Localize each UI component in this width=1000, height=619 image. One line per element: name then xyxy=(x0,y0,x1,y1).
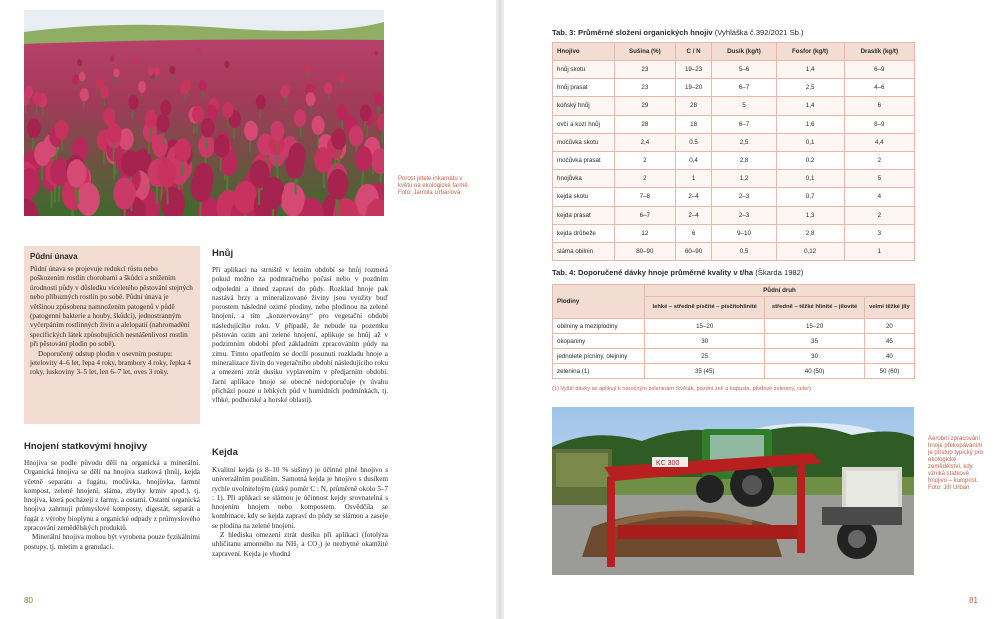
table-cell: 1,2 xyxy=(712,170,776,188)
clover-flower xyxy=(190,171,211,202)
page-number-right: 81 xyxy=(969,596,978,605)
paragraph: Hnojiva se podle původu dělí na organická a minerální. Organická hnojiva se dělí na hnojiva statková (hnůj, kejda včetně separátu a fugátu, močůvka, hnojůvka, farmní kompost, zelené hnojení, sláma, zbytky krmiv apod.), tj. hnojiva, která pocházejí z farmy, a ostatní. Ostatní organická hnojiva zahrnují průmyslové komposty, digestát, separát a fugát z výroby bioplynu a organické odpady z průmyslového zpracování zemědělských produktů. xyxy=(24,459,200,533)
table-cell: 2–4 xyxy=(675,206,712,224)
table-cell: hnojůvka xyxy=(553,170,615,188)
clover-flower xyxy=(113,68,119,77)
clover-flower xyxy=(145,110,157,128)
clover-flower xyxy=(110,55,114,61)
table-cell: 1,4 xyxy=(776,97,844,115)
table-header-row xyxy=(553,43,915,61)
table-cell: 30 xyxy=(645,334,765,349)
clover-flower xyxy=(152,134,168,157)
table-header-cell: středně – těžké hlinité – jílovité xyxy=(765,297,864,319)
table-cell: 30 xyxy=(765,349,864,364)
table-cell: 15–20 xyxy=(765,319,864,334)
table-cell: koňský hnůj xyxy=(553,97,615,115)
table-row xyxy=(553,97,915,115)
compost-turner-photo xyxy=(552,407,914,575)
clover-flower xyxy=(80,88,89,101)
table-header-cell: Fosfor (kg/t) xyxy=(776,43,844,61)
soil-fatigue-paragraph: Doporučený odstup plodin v osevním postupu: jetelovity 4–6 let, řepa 4 roky, brambory 4 roky, řepka 4 roky, luskoviny 3–5 let, len 6–7 let, oves 3 roky. xyxy=(30,349,191,377)
clover-flower xyxy=(55,120,69,140)
table-cell: 4 xyxy=(844,188,914,206)
table-cell: 45 xyxy=(864,334,914,349)
table-cell: 3 xyxy=(844,224,914,242)
clover-flower xyxy=(224,61,229,68)
table-cell: obilniny a meziplodiny xyxy=(553,319,645,334)
table-header-cell: velmi těžké jíly xyxy=(864,297,914,319)
table-cell: 6 xyxy=(844,97,914,115)
table-cell: kejda drůbeže xyxy=(553,224,615,242)
table-cell: hnůj skotu xyxy=(553,61,615,79)
clover-flower xyxy=(294,109,306,127)
table-cell: 29 xyxy=(615,97,676,115)
table-cell: 0,1 xyxy=(776,133,844,151)
table-row xyxy=(553,188,915,206)
clover-flower xyxy=(107,123,121,144)
clover-flower xyxy=(97,78,105,89)
clover-flower xyxy=(72,74,79,84)
slurry-text xyxy=(212,466,388,559)
table-cell: 4–6 xyxy=(844,79,914,97)
machine-label: KC 300 xyxy=(656,460,680,467)
table-header-cell: Sušina (%) xyxy=(615,43,676,61)
table-cell: 2–3 xyxy=(712,206,776,224)
clover-flower xyxy=(270,121,284,141)
table4-title xyxy=(552,268,803,277)
paragraph: Minerální hnojiva mohou být vyrobena pouze fyzikálními postupy, tj. mletím a granulací. xyxy=(24,533,200,551)
paragraph: Kvalitní kejda (s 8–10 % sušiny) je účinné plné hnojivo s univerzálním použitím. Samotná kejda je hnojivo s dusíkem rychle uvolnitelným (úzký poměr C : N, průměrně okolo 5–7 : 1). Při aplikaci se slámou je účinnost kejdy srovnatelná s hnojením hnojem nebo kompostem. Osvědčila se kombinace, kdy se kejda zapraví do půdy se slámou a zaseje se plodina na zelené hnojení. xyxy=(212,466,388,530)
table-cell: 35 (45) xyxy=(645,364,765,379)
table-cell: 2–3 xyxy=(712,188,776,206)
table-cell: 2,5 xyxy=(776,79,844,97)
table-cell: 1,3 xyxy=(776,206,844,224)
table-cell: 19–23 xyxy=(675,61,712,79)
table-header-cell: Draslík (kg/t) xyxy=(844,43,914,61)
table4-title-source: (Škarda 1982) xyxy=(753,268,804,277)
soil-fatigue-title: Půdní únava xyxy=(30,252,78,261)
table-cell: hnůj prasat xyxy=(553,79,615,97)
table-cell: 2,8 xyxy=(712,151,776,169)
table-row xyxy=(553,206,915,224)
table-cell: 12 xyxy=(615,224,676,242)
clover-flower xyxy=(198,48,201,53)
clover-flower xyxy=(338,73,345,83)
clover-flower xyxy=(234,181,257,214)
compost-photo-caption: Aerobní zpracování hnoje překopáváním je přístup typický pro ekologické zemědělství, kdy vzniká statkové hnojivo – kompost. Foto: Jiří Urban xyxy=(928,436,984,491)
table-cell: 40 (50) xyxy=(765,364,864,379)
clover-flower xyxy=(79,72,86,82)
clover-flower xyxy=(199,80,207,91)
table-row xyxy=(553,151,915,169)
table-cell: 1 xyxy=(675,170,712,188)
table-cell: 50 (60) xyxy=(864,364,914,379)
clover-flower xyxy=(374,92,384,106)
clover-flower xyxy=(138,81,146,93)
table-cell: 5 xyxy=(712,97,776,115)
table-cell: 0,4 xyxy=(675,151,712,169)
clover-flower xyxy=(281,183,304,216)
table-cell: 6–7 xyxy=(712,79,776,97)
clover-flower xyxy=(360,104,372,121)
table-cell: 0,5 xyxy=(712,242,776,260)
table-cell: 0,7 xyxy=(776,188,844,206)
table-cell: 20 xyxy=(864,319,914,334)
table-cell: 25 xyxy=(645,349,765,364)
table-cell: 6–9 xyxy=(844,61,914,79)
table-row xyxy=(553,170,915,188)
table-cell: 23 xyxy=(615,61,676,79)
table-row xyxy=(553,79,915,97)
clover-flower xyxy=(27,119,41,139)
table-cell: 2,4 xyxy=(615,133,676,151)
table-cell: 2,5 xyxy=(712,133,776,151)
table-row xyxy=(553,115,915,133)
clover-flower xyxy=(349,125,364,146)
table-cell: 0,1 xyxy=(776,170,844,188)
table-row xyxy=(553,319,915,334)
clover-flower xyxy=(324,82,332,94)
table-cell: 5 xyxy=(844,170,914,188)
table-cell: zelenina (1) xyxy=(553,364,645,379)
table-header-cell: C / N xyxy=(675,43,712,61)
manure-heading: Hnůj xyxy=(212,248,234,259)
table-cell: sláma obilnin xyxy=(553,242,615,260)
table-cell: 7–8 xyxy=(615,188,676,206)
table-cell: 2 xyxy=(844,206,914,224)
table-row xyxy=(553,364,915,379)
right-page xyxy=(504,0,1000,619)
clover-flower xyxy=(192,106,204,123)
table-row xyxy=(553,61,915,79)
paragraph: Při aplikaci na strniště v letním období se hnůj rozmetá pokud možno za podmračného počasí nebo v pozdním odpoledni a ihned zapraví do půdy. Rozklad hnoje pak nastává brzy a mineralizované živiny jsou využity buď porostem následné ozimé plodiny, nebo plodinou na zelené hnojení, a tím „konzervovány“ pro vegetační období následujícího roku. V případě, že nebude na pozemku pěstován ozim ani zelené hnojení, aplikuje se hnůj až v podzimním období před základním zpracováním půdy na zimu. Tímto opatřením se docílí posunutí rozkladu hnoje a mineralizace živin do vegetačního období následujícího roku a omezení ztrát dusíku vyplavením v předjarním období. Jarní aplikace hnoje se obecně nedoporučuje (v úvahu přichází pouze u lehkých půd v humidních podmínkách, tj. vlhké, podhorské a horské oblasti). xyxy=(212,266,388,405)
clover-flower xyxy=(214,135,230,158)
table-header-cell: Půdní druh xyxy=(645,285,915,297)
table-cell: 0,2 xyxy=(776,151,844,169)
clover-flower xyxy=(374,51,378,56)
clover-flower xyxy=(285,152,304,179)
table-cell: 15–20 xyxy=(645,319,765,334)
clover-flower xyxy=(121,150,139,176)
clover-photo-caption: Porost jetele inkarnátu v květu na ekologické farmě. Foto: Jarmila Urbanová xyxy=(398,176,470,196)
table-header-cell: lehké – středně písčité – písčitohlinité xyxy=(645,297,765,319)
table-cell: 1,4 xyxy=(776,61,844,79)
table-cell: 1 xyxy=(844,242,914,260)
clover-flower xyxy=(280,85,289,98)
table-header-cell: Hnojivo xyxy=(553,43,615,61)
table-cell: 60–90 xyxy=(675,242,712,260)
table-cell: 9–10 xyxy=(712,224,776,242)
clover-flower xyxy=(244,121,258,141)
table-row xyxy=(553,133,915,151)
table-cell: 23 xyxy=(615,79,676,97)
table-cell: 2 xyxy=(844,151,914,169)
clover-flower xyxy=(133,57,138,64)
table-cell: 35 xyxy=(765,334,864,349)
clover-flower xyxy=(311,116,324,135)
table-cell: 40 xyxy=(864,349,914,364)
clover-flower xyxy=(201,118,215,138)
table-header-cell: Dusík (kg/t) xyxy=(712,43,776,61)
clover-flower xyxy=(305,65,311,73)
table-cell: 6–7 xyxy=(615,206,676,224)
table-row xyxy=(553,242,915,260)
table-cell: 19–20 xyxy=(675,79,712,97)
table3-title-main: Tab. 3: Průměrné složení organických hnojiv xyxy=(552,28,713,37)
clover-flower xyxy=(157,159,177,187)
clover-flower xyxy=(113,178,135,210)
table-cell: 0.5 xyxy=(675,133,712,151)
clover-flower xyxy=(67,159,87,187)
clover-flower xyxy=(160,100,171,116)
table-cell: kejda prasat xyxy=(553,206,615,224)
page-number-left: 80 xyxy=(24,596,33,605)
soil-fatigue-paragraph: Půdní únava se projevuje redukcí růstu nebo poškozením rostlin chorobami a škůdci a snížením úrodnosti půdy v důsledku víceletého pěstování stejných nebo příbuzných rostlin po sobě. Půdní únava je většinou způsobena namnožením patogenů v půdě (patogenní bakterie a houby, škůdci), jednostranným vyčerpáním rostlinných živin a alelopatií (nahromadění specifických látek způsobujících nesnášenlivost rostlin při pěstování plodin po sobě). xyxy=(30,265,193,349)
table-cell: 2–4 xyxy=(675,188,712,206)
table-row xyxy=(553,349,915,364)
soil-fatigue-box xyxy=(24,246,200,424)
table-cell: 2 xyxy=(615,170,676,188)
table4-footnote: (1) Vyšší dávky se aplikují k náročným zeleninám (květák, pozdní zelí a kapusta, plodové zeleniny, celer) xyxy=(552,386,811,392)
table-cell: 28 xyxy=(615,115,676,133)
table-cell: 1,6 xyxy=(776,115,844,133)
clover-flower xyxy=(355,146,373,171)
fertilization-heading: Hnojení statkovými hnojivy xyxy=(24,441,147,452)
table-row xyxy=(553,334,915,349)
clover-flower xyxy=(331,128,346,150)
clover-flower xyxy=(33,92,43,106)
slurry-heading: Kejda xyxy=(212,447,238,458)
table3-title-source: (Vyhláška č.392/2021 Sb.) xyxy=(712,28,804,37)
manure-text xyxy=(212,266,388,405)
table-cell: 6 xyxy=(675,224,712,242)
clover-flower xyxy=(306,92,316,106)
table-cell: 28 xyxy=(675,97,712,115)
clover-flower xyxy=(157,114,170,133)
table-cell: jednoleté pícniny, olejniny xyxy=(553,349,645,364)
clover-flower xyxy=(250,160,270,188)
table3-organic-fertilizers xyxy=(552,42,915,261)
clover-flower xyxy=(174,138,191,162)
table-cell: ovčí a kozí hnůj xyxy=(553,115,615,133)
table-row xyxy=(553,224,915,242)
left-page xyxy=(0,0,496,619)
table-cell: 2 xyxy=(615,151,676,169)
table-cell: 8–9 xyxy=(844,115,914,133)
table-cell: okopaniny xyxy=(553,334,645,349)
table-cell: 2,8 xyxy=(776,224,844,242)
table4-title-main: Tab. 4: Doporučené dávky hnoje průměrné kvality v t/ha xyxy=(552,268,754,277)
table-cell: 4,4 xyxy=(844,133,914,151)
clover-flower xyxy=(256,95,266,110)
clover-flower xyxy=(148,67,154,76)
clover-flower xyxy=(77,183,100,216)
clover-flower xyxy=(154,67,160,76)
table-cell: 18 xyxy=(675,115,712,133)
clover-flower xyxy=(128,95,138,110)
table-cell: močůvka skotu xyxy=(553,133,615,151)
clover-flower xyxy=(77,59,82,66)
table4-manure-doses xyxy=(552,284,915,379)
clover-flower xyxy=(24,85,33,98)
table3-title xyxy=(552,28,804,37)
clover-flower xyxy=(169,66,175,74)
paragraph: Z hlediska omezení ztrát dusíku při aplikaci (fotolýza uhličitanu amonného na NH₃ a CO₂) je nezbytné okamžité zapravení. Kejda je vhodná xyxy=(212,531,388,558)
table-cell: 0,12 xyxy=(776,242,844,260)
table-cell: močůvka prasat xyxy=(553,151,615,169)
clover-flower xyxy=(183,79,191,90)
clover-flower xyxy=(327,169,348,199)
clover-flower xyxy=(222,102,233,118)
table-header-row xyxy=(553,285,915,297)
clover-field-photo xyxy=(24,10,384,216)
fertilization-text xyxy=(24,459,200,552)
table-cell: kejda skotu xyxy=(553,188,615,206)
table-cell: 80–90 xyxy=(615,242,676,260)
table-cell: 5–6 xyxy=(712,61,776,79)
table-cell: 6–7 xyxy=(712,115,776,133)
table-header-cell: Plodiny xyxy=(553,285,645,319)
